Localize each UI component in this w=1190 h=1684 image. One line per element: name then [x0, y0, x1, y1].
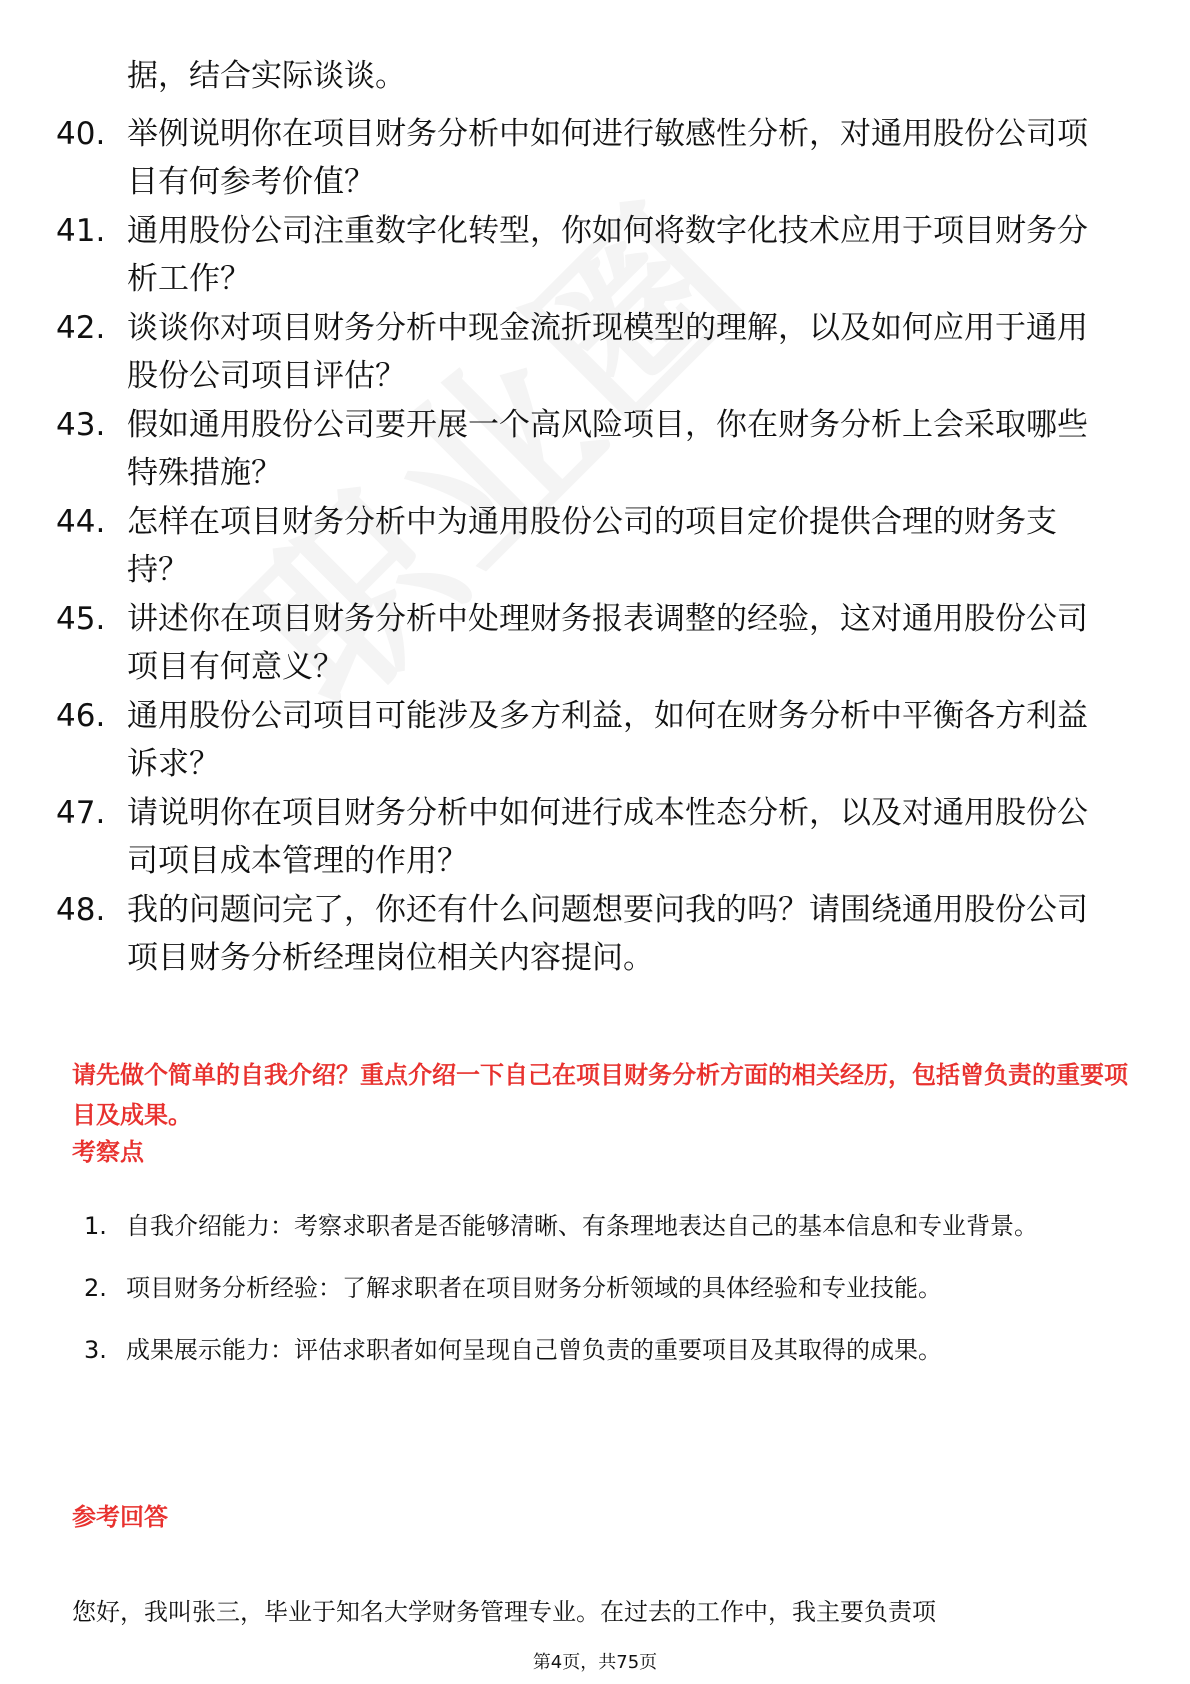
point-item	[84, 1257, 1134, 1319]
question-item	[56, 401, 1116, 498]
point-text: 成果展示能力：评估求职者如何呈现自己曾负责的重要项目及其取得的成果。	[126, 1336, 942, 1364]
question-item	[56, 207, 1116, 304]
question-item	[56, 304, 1116, 401]
question-text: 怎样在项目财务分析中为通用股份公司的项目定价提供合理的财务支持？	[127, 504, 1057, 588]
question-item	[56, 789, 1116, 886]
question-number: 41.	[56, 213, 106, 249]
point-number: 3.	[84, 1336, 107, 1364]
point-item	[84, 1195, 1134, 1257]
question-number: 46.	[56, 698, 106, 734]
question-number: 45.	[56, 601, 106, 637]
question-text: 讲述你在项目财务分析中处理财务报表调整的经验，这对通用股份公司项目有何意义？	[127, 601, 1088, 685]
question-item	[56, 110, 1116, 207]
question-number: 47.	[56, 795, 106, 831]
question-number: 44.	[56, 504, 106, 540]
question-number: 40.	[56, 116, 106, 152]
question-text: 举例说明你在项目财务分析中如何进行敏感性分析，对通用股份公司项目有何参考价值？	[127, 116, 1088, 200]
points-list	[84, 1195, 1134, 1381]
question-text: 谈谈你对项目财务分析中现金流折现模型的理解，以及如何应用于通用股份公司项目评估？	[127, 310, 1088, 394]
question-text: 我的问题问完了，你还有什么问题想要问我的吗？请围绕通用股份公司项目财务分析经理岗位相关内容提问。	[127, 892, 1088, 976]
answer-text: 您好，我叫张三，毕业于知名大学财务管理专业。在过去的工作中，我主要负责项	[72, 1598, 936, 1626]
question-number: 48.	[56, 892, 106, 928]
answer-heading: 参考回答	[72, 1503, 168, 1531]
question-text: 通用股份公司项目可能涉及多方利益，如何在财务分析中平衡各方利益诉求？	[127, 698, 1088, 782]
points-heading: 考察点	[72, 1138, 144, 1166]
question-item	[56, 498, 1116, 595]
featured-question: 请先做个简单的自我介绍？重点介绍一下自己在项目财务分析方面的相关经历，包括曾负责的重要项目及成果。	[72, 1061, 1128, 1129]
question-item	[56, 595, 1116, 692]
question-number: 43.	[56, 407, 106, 443]
point-text: 自我介绍能力：考察求职者是否能够清晰、有条理地表达自己的基本信息和专业背景。	[126, 1212, 1038, 1240]
point-number: 2.	[84, 1274, 107, 1302]
question-text: 请说明你在项目财务分析中如何进行成本性态分析，以及对通用股份公司项目成本管理的作用？	[127, 795, 1088, 879]
question-text: 假如通用股份公司要开展一个高风险项目，你在财务分析上会采取哪些特殊措施？	[127, 407, 1088, 491]
continuation-text: 据，结合实际谈谈。	[127, 58, 406, 94]
question-item	[56, 692, 1116, 789]
question-item	[56, 886, 1116, 983]
question-number: 42.	[56, 310, 106, 346]
question-text: 通用股份公司注重数字化转型，你如何将数字化技术应用于项目财务分析工作？	[127, 213, 1088, 297]
point-text: 项目财务分析经验：了解求职者在项目财务分析领域的具体经验和专业技能。	[126, 1274, 942, 1302]
page-footer: 第4页，共75页	[532, 1652, 658, 1673]
point-item	[84, 1319, 1134, 1381]
point-number: 1.	[84, 1212, 107, 1240]
question-list	[56, 110, 1116, 983]
